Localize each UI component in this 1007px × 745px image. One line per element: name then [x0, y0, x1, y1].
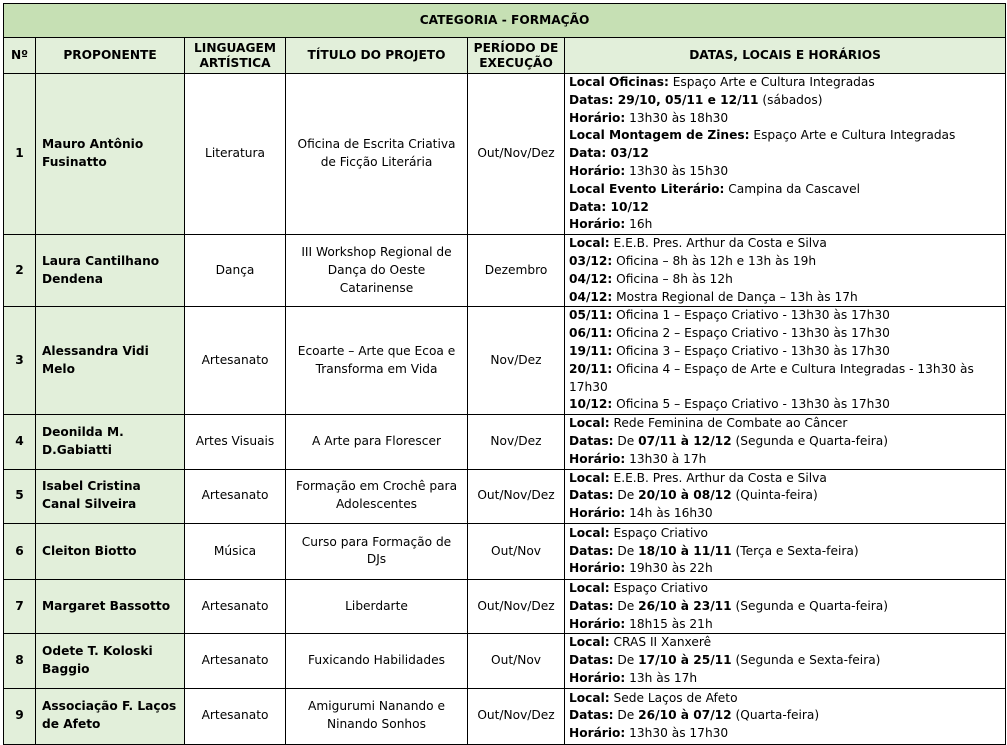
detail-label: Horário:	[569, 616, 626, 631]
row-number: 8	[4, 634, 36, 688]
detail-text: Oficina 4 – Espaço de Arte e Cultura Integradas - 13h30 às 17h30	[569, 361, 974, 394]
detail-text: Oficina 3 – Espaço Criativo - 13h30 às 17h30	[612, 343, 890, 358]
detail-label: 20/11:	[569, 361, 613, 376]
detail-text: (Segunda e Sexta-feira)	[731, 653, 881, 668]
detail-label: Datas:	[569, 433, 614, 448]
header-num: Nº	[4, 38, 36, 74]
table-row	[4, 579, 1006, 633]
detail-text: Sede Laços de Afeto	[609, 690, 738, 705]
detail-text: 16h	[625, 217, 653, 232]
detail-line	[569, 92, 1001, 110]
detail-text: CRAS II Xanxerê	[609, 635, 712, 650]
details-cell	[565, 688, 1006, 744]
detail-line	[569, 253, 1001, 271]
detail-label: Horário:	[569, 110, 626, 125]
detail-label: 06/11:	[569, 326, 613, 341]
detail-text: E.E.B. Pres. Arthur da Costa e Silva	[609, 470, 827, 485]
project-title-cell: III Workshop Regional de Dança do Oeste Catarinense	[286, 235, 468, 307]
detail-line	[569, 634, 1001, 652]
period-cell: Out/Nov/Dez	[468, 469, 565, 523]
detail-label: Local Montagem de Zines:	[569, 128, 750, 143]
detail-label: Horário:	[569, 506, 626, 521]
detail-text: Oficina 5 – Espaço Criativo - 13h30 às 17h30	[612, 397, 890, 412]
detail-line	[569, 325, 1001, 343]
detail-line	[569, 74, 1001, 92]
row-number: 7	[4, 579, 36, 633]
detail-dates: 26/10 à 07/12	[638, 708, 732, 723]
details-cell	[565, 415, 1006, 469]
detail-line	[569, 580, 1001, 598]
detail-label: Horário:	[569, 726, 626, 741]
detail-line	[569, 725, 1001, 743]
detail-line	[569, 487, 1001, 505]
detail-text: Espaço Arte e Cultura Integradas	[749, 128, 956, 143]
proponent-name: Mauro Antônio Fusinatto	[42, 137, 144, 170]
row-number: 4	[4, 415, 36, 469]
detail-text: Oficina 2 – Espaço Criativo - 13h30 às 17h30	[612, 326, 890, 341]
detail-label: Datas:	[569, 543, 614, 558]
detail-label: Local Oficinas:	[569, 75, 669, 89]
detail-text: 18h15 às 21h	[625, 616, 713, 631]
detail-line	[569, 451, 1001, 469]
detail-line	[569, 670, 1001, 688]
detail-label: 10/12:	[569, 397, 613, 412]
language-cell: Literatura	[185, 74, 286, 235]
header-proponent: PROPONENTE	[36, 38, 185, 74]
proponent-name: Isabel Cristina Canal Silveira	[42, 479, 141, 512]
proponent-cell	[36, 469, 185, 523]
detail-label: Datas:	[569, 653, 614, 668]
header-project: TÍTULO DO PROJETO	[286, 38, 468, 74]
proponent-cell	[36, 307, 185, 415]
proponent-name: Margaret Bassotto	[42, 598, 171, 613]
detail-line	[569, 181, 1001, 199]
table-row	[4, 688, 1006, 744]
proponent-cell	[36, 688, 185, 744]
detail-label: Horário:	[569, 561, 626, 576]
detail-text: Campina da Cascavel	[724, 181, 860, 196]
detail-line	[569, 560, 1001, 578]
detail-text: (Quarta-feira)	[731, 708, 820, 723]
period-cell: Out/Nov/Dez	[468, 74, 565, 235]
proponent-name: Cleiton Biotto	[42, 543, 137, 558]
table-row	[4, 634, 1006, 688]
detail-label: 05/11:	[569, 308, 613, 323]
detail-text: (Terça e Sexta-feira)	[731, 543, 859, 558]
language-cell: Dança	[185, 235, 286, 307]
detail-line	[569, 396, 1001, 414]
detail-line	[569, 163, 1001, 181]
proponent-name: Laura Cantilhano Dendena	[42, 253, 160, 286]
detail-text: De	[613, 598, 639, 613]
detail-line	[569, 289, 1001, 307]
detail-label: 19/11:	[569, 343, 613, 358]
row-number: 1	[4, 74, 36, 235]
detail-text: Oficina – 8h às 12h e 13h às 19h	[612, 253, 817, 268]
detail-label: Local:	[569, 236, 610, 251]
detail-line	[569, 433, 1001, 451]
proponent-name: Alessandra Vidi Melo	[42, 343, 149, 376]
detail-line	[569, 543, 1001, 561]
proponent-name: Associação F. Laços de Afeto	[42, 699, 177, 732]
details-cell	[565, 469, 1006, 523]
header-period: PERÍODO DE EXECUÇÃO	[468, 38, 565, 74]
detail-line	[569, 598, 1001, 616]
period-cell: Nov/Dez	[468, 415, 565, 469]
detail-label: Local:	[569, 635, 610, 650]
detail-line	[569, 271, 1001, 289]
details-cell	[565, 235, 1006, 307]
table-row	[4, 415, 1006, 469]
row-number: 6	[4, 523, 36, 579]
project-title-cell: Ecoarte – Arte que Ecoa e Transforma em Vida	[286, 307, 468, 415]
proponent-cell	[36, 74, 185, 235]
detail-line	[569, 216, 1001, 234]
table-row	[4, 307, 1006, 415]
detail-label: Local:	[569, 470, 610, 485]
table-row	[4, 74, 1006, 235]
detail-label: Local:	[569, 690, 610, 705]
language-cell: Música	[185, 523, 286, 579]
detail-text: (Quinta-feira)	[731, 488, 818, 503]
detail-dates: 26/10 à 23/11	[638, 598, 732, 613]
detail-label: Local:	[569, 580, 610, 595]
detail-label: Local:	[569, 525, 610, 540]
project-title-cell: Fuxicando Habilidades	[286, 634, 468, 688]
detail-text: (sábados)	[758, 92, 823, 107]
detail-text: De	[613, 433, 639, 448]
details-cell	[565, 74, 1006, 235]
table-header-row	[4, 38, 1006, 74]
table-row	[4, 235, 1006, 307]
proponent-cell	[36, 523, 185, 579]
detail-text: 19h30 às 22h	[625, 561, 713, 576]
detail-text: 13h30 à 17h	[625, 451, 707, 466]
table-title: CATEGORIA - FORMAÇÃO	[4, 4, 1006, 38]
detail-text: De	[613, 653, 639, 668]
detail-line	[569, 110, 1001, 128]
period-cell: Out/Nov/Dez	[468, 579, 565, 633]
detail-text: Mostra Regional de Dança – 13h às 17h	[612, 289, 858, 304]
detail-label: Datas:	[569, 488, 614, 503]
proponent-name: Deonilda M. D.Gabiatti	[42, 425, 124, 457]
detail-text: Oficina – 8h às 12h	[612, 271, 733, 286]
detail-label: Datas:	[569, 708, 614, 723]
detail-text: Espaço Criativo	[609, 580, 709, 595]
detail-label: Local:	[569, 416, 610, 431]
row-number: 3	[4, 307, 36, 415]
detail-dates: 07/11 à 12/12	[638, 433, 732, 448]
detail-line	[569, 707, 1001, 725]
detail-line	[569, 343, 1001, 361]
detail-text: 13h30 às 15h30	[625, 163, 729, 178]
detail-line	[569, 307, 1001, 325]
header-language: LINGUAGEM ARTÍSTICA	[185, 38, 286, 74]
detail-label: Horário:	[569, 451, 626, 466]
period-cell: Out/Nov/Dez	[468, 688, 565, 744]
proponent-cell	[36, 634, 185, 688]
detail-line	[569, 361, 1001, 397]
detail-label: Horário:	[569, 163, 626, 178]
project-title-cell: Curso para Formação de DJs	[286, 523, 468, 579]
detail-line	[569, 525, 1001, 543]
detail-label: Horário:	[569, 217, 626, 232]
proponent-name: Odete T. Koloski Baggio	[42, 644, 153, 676]
language-cell: Artes Visuais	[185, 415, 286, 469]
detail-text: Oficina 1 – Espaço Criativo - 13h30 às 17h30	[612, 308, 890, 323]
project-title-cell: A Arte para Florescer	[286, 415, 468, 469]
project-title-cell: Oficina de Escrita Criativa de Ficção Literária	[286, 74, 468, 235]
detail-line	[569, 505, 1001, 523]
detail-line	[569, 690, 1001, 708]
detail-text: Espaço Criativo	[609, 525, 709, 540]
proponent-cell	[36, 235, 185, 307]
detail-text: De	[613, 488, 639, 503]
project-title-cell: Liberdarte	[286, 579, 468, 633]
period-cell: Nov/Dez	[468, 307, 565, 415]
detail-label: 04/12:	[569, 271, 613, 286]
header-details: DATAS, LOCAIS E HORÁRIOS	[565, 38, 1006, 74]
detail-text: 14h às 16h30	[625, 506, 713, 521]
detail-label: 03/12:	[569, 253, 613, 268]
details-cell	[565, 523, 1006, 579]
detail-dates: 20/10 à 08/12	[638, 488, 732, 503]
detail-line	[569, 616, 1001, 634]
detail-label: Datas:	[569, 598, 614, 613]
row-number: 2	[4, 235, 36, 307]
row-number: 5	[4, 469, 36, 523]
detail-line	[569, 235, 1001, 253]
formation-table	[3, 3, 1006, 745]
language-cell: Artesanato	[185, 579, 286, 633]
table-row	[4, 469, 1006, 523]
period-cell: Dezembro	[468, 235, 565, 307]
details-cell	[565, 307, 1006, 415]
period-cell: Out/Nov	[468, 634, 565, 688]
language-cell: Artesanato	[185, 634, 286, 688]
proponent-cell	[36, 415, 185, 469]
detail-label: Datas: 29/10, 05/11 e 12/11	[569, 92, 759, 107]
detail-text: (Segunda e Quarta-feira)	[731, 598, 888, 613]
project-title-cell: Amigurumi Nanando e Ninando Sonhos	[286, 688, 468, 744]
detail-line	[569, 470, 1001, 488]
detail-label: Local Evento Literário:	[569, 181, 725, 196]
language-cell: Artesanato	[185, 688, 286, 744]
row-number: 9	[4, 688, 36, 744]
detail-label: Horário:	[569, 670, 626, 685]
detail-text: 13h às 17h	[625, 670, 698, 685]
detail-text: E.E.B. Pres. Arthur da Costa e Silva	[609, 236, 827, 251]
detail-text: Espaço Arte e Cultura Integradas	[668, 75, 875, 89]
detail-text: De	[613, 543, 639, 558]
details-cell	[565, 579, 1006, 633]
detail-line	[569, 199, 1001, 217]
proponent-cell	[36, 579, 185, 633]
table-row	[4, 523, 1006, 579]
detail-dates: 17/10 à 25/11	[638, 653, 732, 668]
detail-line	[569, 415, 1001, 433]
project-title-cell: Formação em Crochê para Adolescentes	[286, 469, 468, 523]
detail-line	[569, 145, 1001, 163]
detail-text: 13h30 às 18h30	[625, 110, 729, 125]
language-cell: Artesanato	[185, 469, 286, 523]
detail-line	[569, 652, 1001, 670]
detail-label: Data: 10/12	[569, 199, 649, 214]
detail-text: Rede Feminina de Combate ao Câncer	[609, 416, 848, 431]
detail-label: Data: 03/12	[569, 146, 649, 161]
detail-text: De	[613, 708, 639, 723]
period-cell: Out/Nov	[468, 523, 565, 579]
detail-text: (Segunda e Quarta-feira)	[731, 433, 888, 448]
language-cell: Artesanato	[185, 307, 286, 415]
details-cell	[565, 634, 1006, 688]
detail-label: 04/12:	[569, 289, 613, 304]
detail-text: 13h30 às 17h30	[625, 726, 729, 741]
detail-line	[569, 127, 1001, 145]
detail-dates: 18/10 à 11/11	[638, 543, 732, 558]
